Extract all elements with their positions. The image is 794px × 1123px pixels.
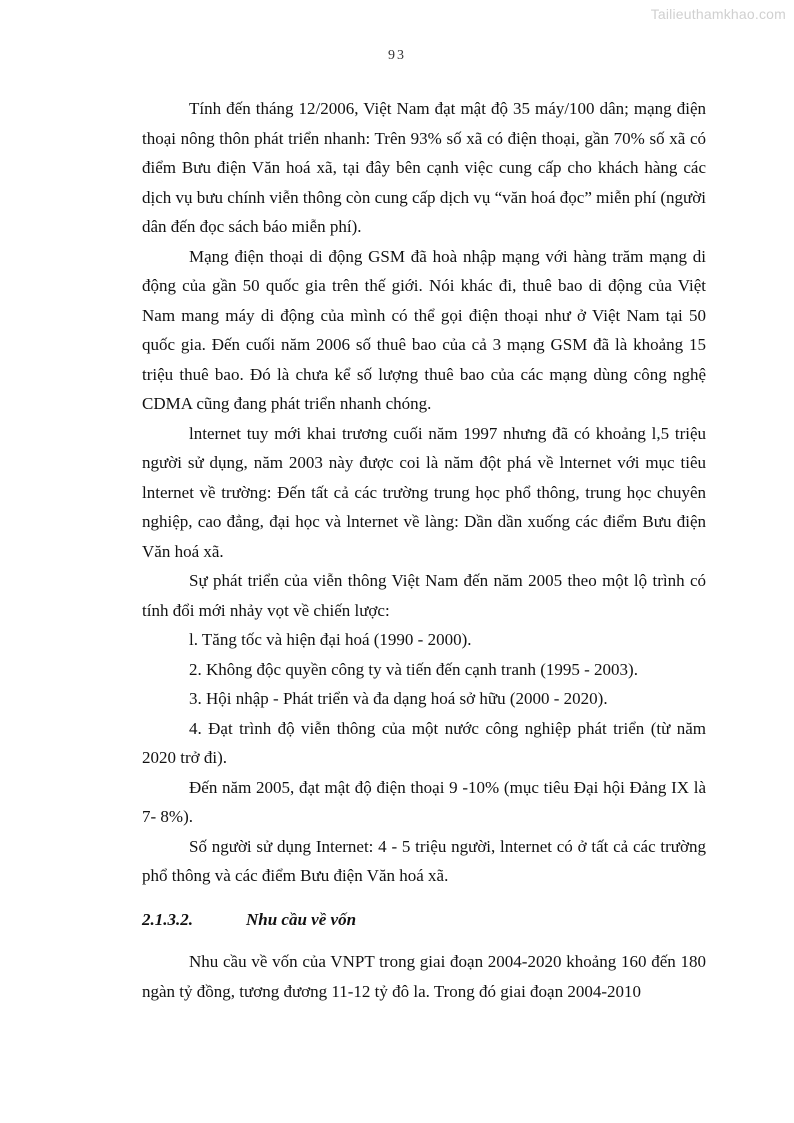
section-number: 2.1.3.2. [142, 909, 193, 929]
section-heading [142, 905, 706, 935]
paragraph-density-2005: Đến năm 2005, đạt mật độ điện thoại 9 -10% (mục tiêu Đại hội Đảng IX là 7- 8%). [142, 777, 706, 826]
paragraph-phone-density: Tính đến tháng 12/2006, Việt Nam đạt mật độ 35 máy/100 dân; mạng điện thoại nông thôn phát triển nhanh: Trên 93% số xã có điện thoại, gần 70% số xã có điểm Bưu điện Văn hoá xã, tại đây bên cạnh việc cung cấp cho khách hàng các dịch vụ bưu chính viễn thông còn cung cấp dịch vụ “văn hoá đọc” miễn phí (người dân đến đọc sách báo miễn phí). [142, 99, 706, 236]
roadmap-item-2: 2. Không độc quyền công ty và tiến đến cạnh tranh (1995 - 2003). [189, 659, 638, 679]
paragraph-roadmap-intro: Sự phát triển của viễn thông Việt Nam đến năm 2005 theo một lộ trình có tính đổi mới nhảy vọt về chiến lược: [142, 571, 706, 620]
document-body [142, 94, 706, 1006]
paragraph-internet: lnternet tuy mới khai trương cuối năm 1997 nhưng đã có khoảng l,5 triệu người sử dụng, năm 2003 này được coi là năm đột phá về lnternet với mục tiêu lnternet về trường: Đến tất cả các trường trung học phổ thông, trung học chuyên nghiệp, cao đẳng, đại học và lnternet về làng: Dần dần xuống các điểm Bưu điện Văn hoá xã. [142, 423, 706, 561]
paragraph-internet-users: Số người sử dụng Internet: 4 - 5 triệu người, lnternet có ở tất cả các trường phổ thông và các điểm Bưu điện Văn hoá xã. [142, 836, 706, 885]
watermark: Tailieuthamkhao.com [650, 6, 786, 22]
roadmap-item-3: 3. Hội nhập - Phát triển và đa dạng hoá sở hữu (2000 - 2020). [189, 689, 608, 708]
paragraph-gsm-network: Mạng điện thoại di động GSM đã hoà nhập mạng với hàng trăm mạng di động của gần 50 quốc gia trên thế giới. Nói khác đi, thuê bao di động của Việt Nam mang máy di động của mình có thể gọi điện thoại như ở Việt Nam tại 50 quốc gia. Đến cuối năm 2006 số thuê bao của cả 3 mạng GSM đã là khoảng 15 triệu thuê bao. Đó là chưa kể số lượng thuê bao của các mạng dùng công nghệ CDMA cũng đang phát triển nhanh chóng. [142, 246, 706, 413]
page-number: 93 [388, 48, 406, 63]
roadmap-item-4: 4. Đạt trình độ viễn thông của một nước công nghiệp phát triển (từ năm 2020 trở đi). [142, 718, 706, 767]
section-title: Nhu cầu về vốn [246, 909, 357, 929]
roadmap-item-1: l. Tăng tốc và hiện đại hoá (1990 - 2000). [189, 630, 472, 649]
paragraph-capital-needs: Nhu cầu về vốn của VNPT trong giai đoạn 2004-2020 khoảng 160 đến 180 ngàn tỷ đồng, tương đương 11-12 tỷ đô la. Trong đó giai đoạn 2004-2010 [142, 952, 706, 1001]
